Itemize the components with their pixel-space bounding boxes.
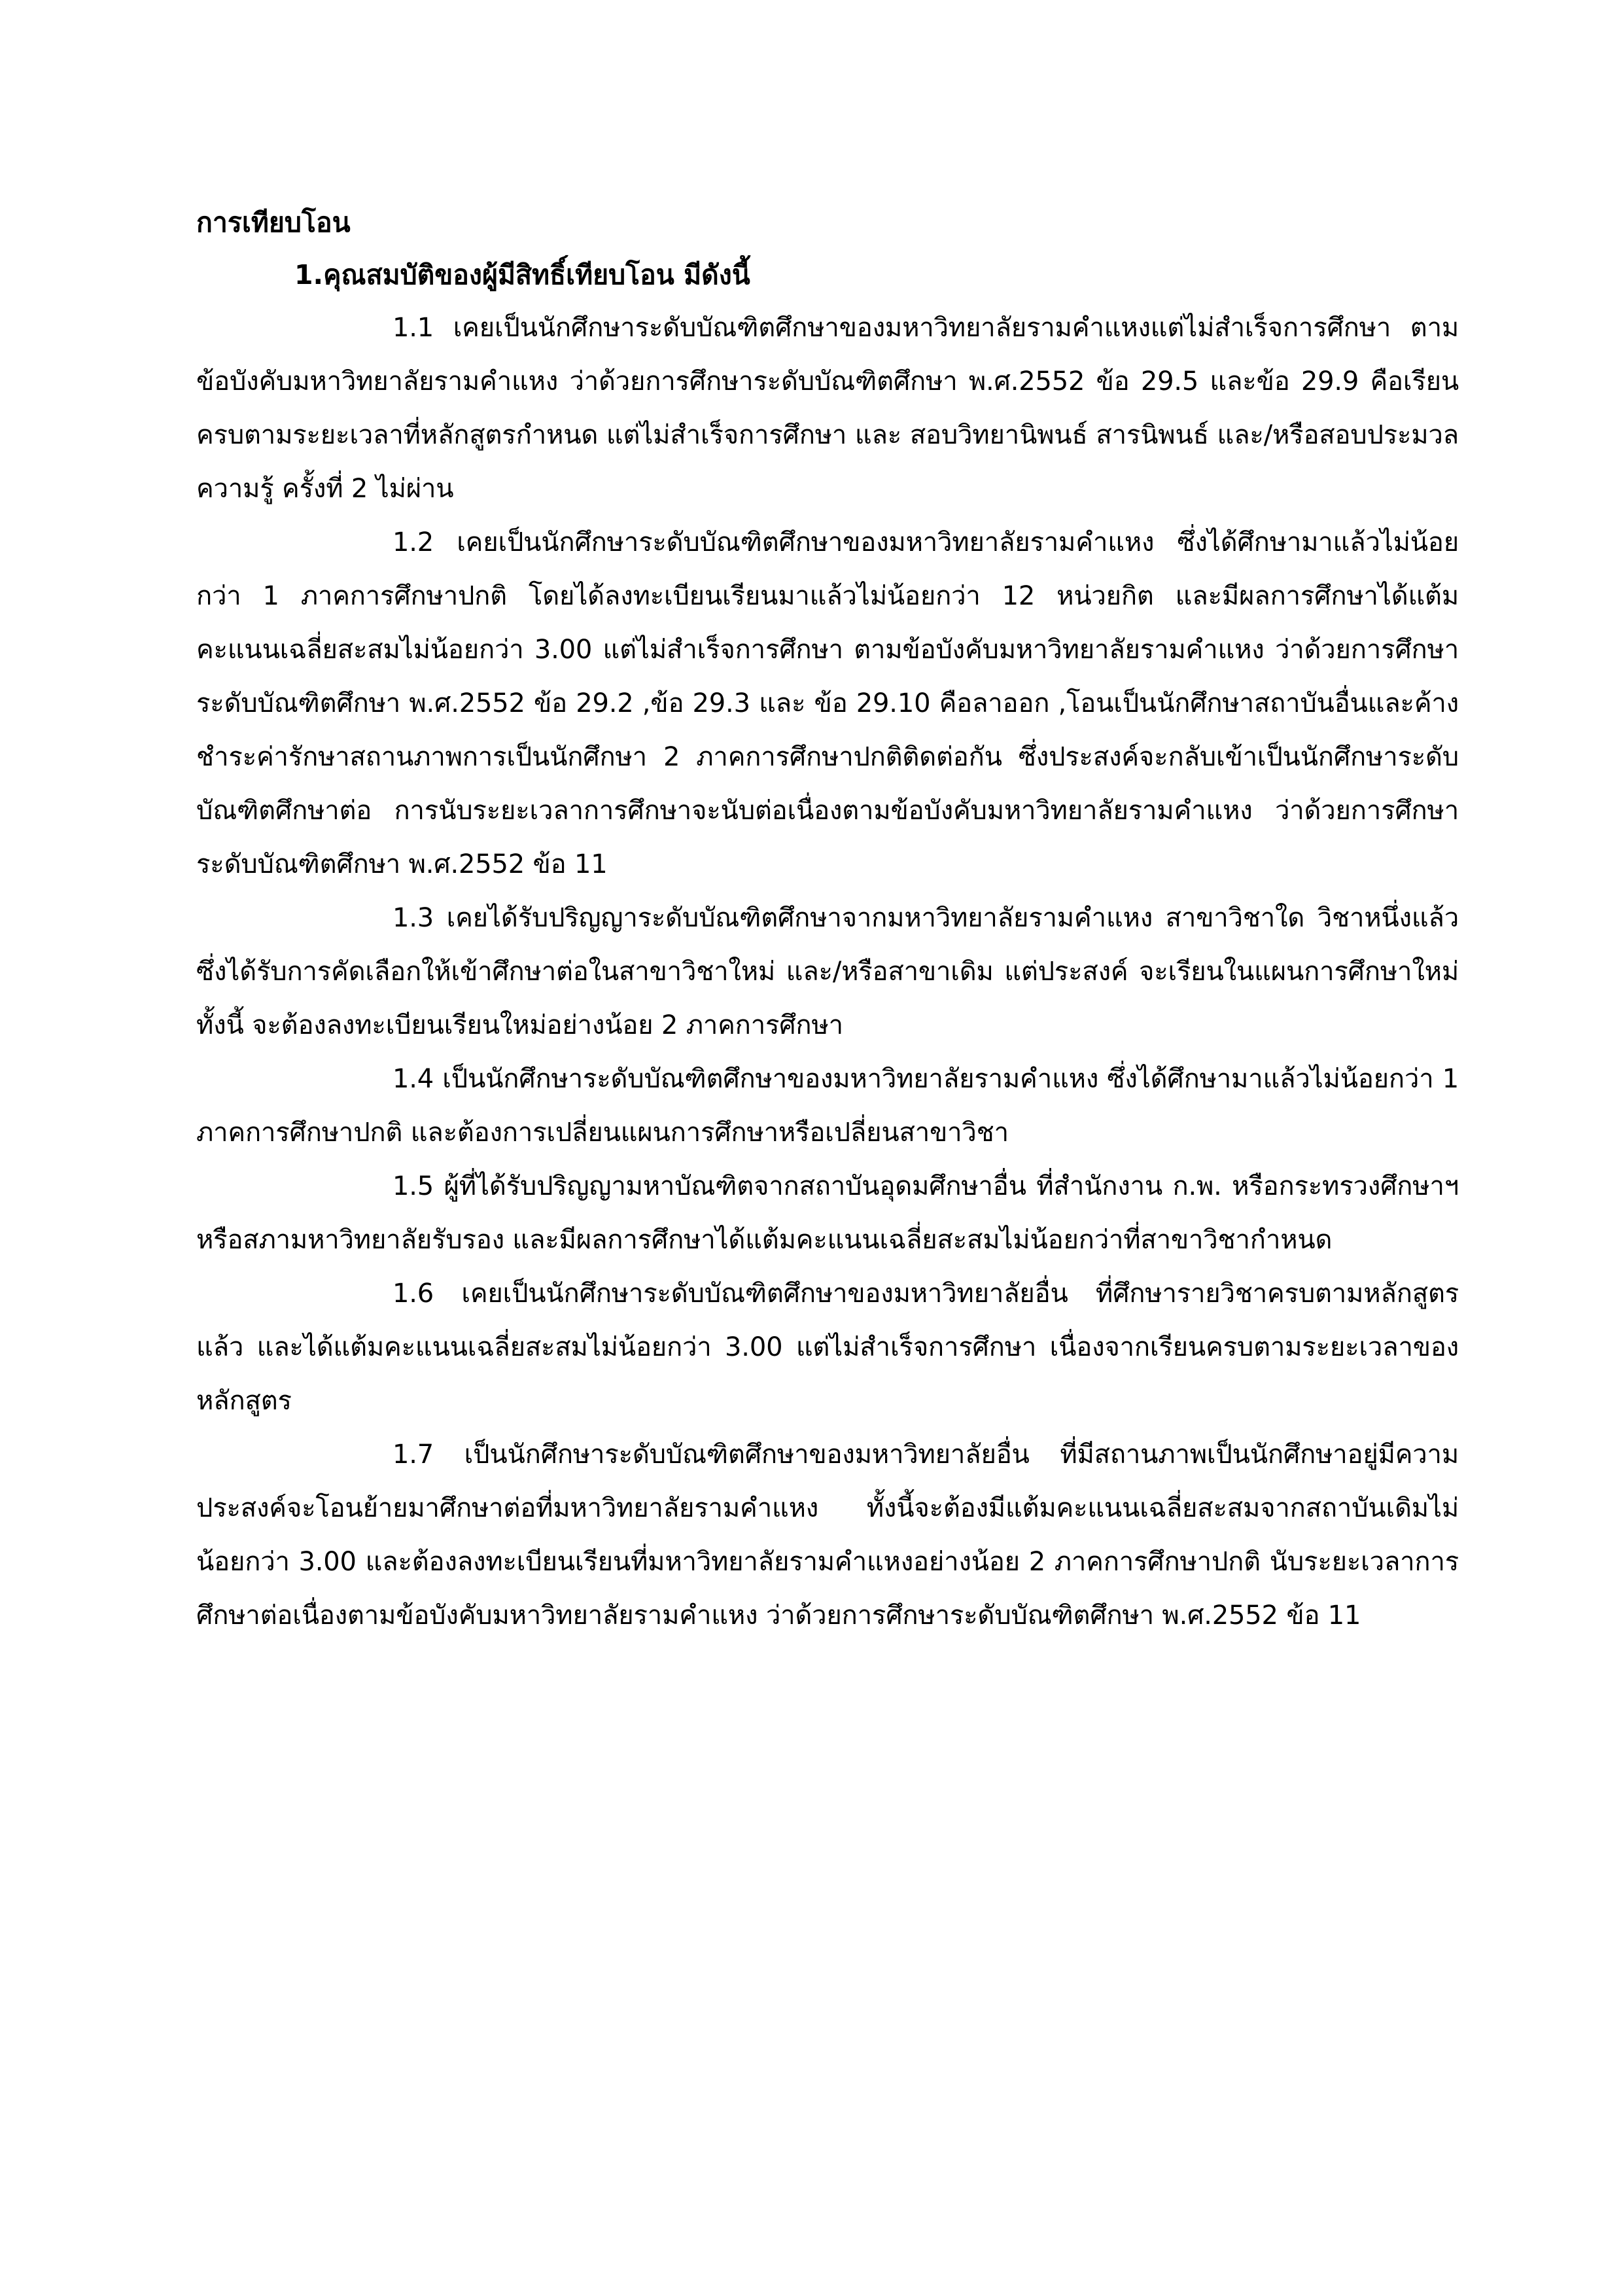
section-heading: 1.คุณสมบัติของผู้มีสิทธิ์เทียบโอน มีดังนี้ (294, 259, 750, 291)
document-body (196, 196, 1459, 1642)
paragraph-1-7: 1.7 เป็นนักศึกษาระดับบัณฑิตศึกษาของมหาวิทยาลัยอื่น ที่มีสถานภาพเป็นนักศึกษาอยู่มีความประสงค์จะโอนย้ายมาศึกษาต่อที่มหาวิทยาลัยรามคำแหง ทั้งนี้จะต้องมีแต้มคะแนนเฉลี่ยสะสมจากสถาบันเดิมไม่น้อยกว่า 3.00 และต้องลงทะเบียนเรียนที่มหาวิทยาลัยรามคำแหงอย่างน้อย 2 ภาคการศึกษาปกติ นับระยะเวลาการศึกษาต่อเนื่องตามข้อบังคับมหาวิทยาลัยรามคำแหง ว่าด้วยการศึกษาระดับบัณฑิตศึกษา พ.ศ.2552 ข้อ 11 (196, 1439, 1459, 1631)
paragraph-1-3: 1.3 เคยได้รับปริญญาระดับบัณฑิตศึกษาจากมหาวิทยาลัยรามคำแหง สาขาวิชาใด วิชาหนึ่งแล้ว ซึ่งได้รับการคัดเลือกให้เข้าศึกษาต่อในสาขาวิชาใหม่ และ/หรือสาขาเดิม แต่ประสงค์ จะเรียนในแผนการศึกษาใหม่ทั้งนี้ จะต้องลงทะเบียนเรียนใหม่อย่างน้อย 2 ภาคการศึกษา (196, 903, 1459, 1040)
paragraph-1-5: 1.5 ผู้ที่ได้รับปริญญามหาบัณฑิตจากสถาบันอุดมศึกษาอื่น ที่สำนักงาน ก.พ. หรือกระทรวงศึกษาฯ หรือสภามหาวิทยาลัยรับรอง และมีผลการศึกษาได้แต้มคะแนนเฉลี่ยสะสมไม่น้อยกว่าที่สาขาวิชากำหนด (196, 1171, 1459, 1255)
paragraph-1-1: 1.1 เคยเป็นนักศึกษาระดับบัณฑิตศึกษาของมหาวิทยาลัยรามคำแหงแต่ไม่สำเร็จการศึกษา ตามข้อบังคับมหาวิทยาลัยรามคำแหง ว่าด้วยการศึกษาระดับบัณฑิตศึกษา พ.ศ.2552 ข้อ 29.5 และข้อ 29.9 คือเรียนครบตามระยะเวลาที่หลักสูตรกำหนด แต่ไม่สำเร็จการศึกษา และ สอบวิทยานิพนธ์ สารนิพนธ์ และ/หรือสอบประมวลความรู้ ครั้งที่ 2 ไม่ผ่าน (196, 313, 1459, 504)
paragraph-1-6: 1.6 เคยเป็นนักศึกษาระดับบัณฑิตศึกษาของมหาวิทยาลัยอื่น ที่ศึกษารายวิชาครบตามหลักสูตรแล้ว และได้แต้มคะแนนเฉลี่ยสะสมไม่น้อยกว่า 3.00 แต่ไม่สำเร็จการศึกษา เนื่องจากเรียนครบตามระยะเวลาของหลักสูตร (196, 1279, 1459, 1416)
paragraph-1-2: 1.2 เคยเป็นนักศึกษาระดับบัณฑิตศึกษาของมหาวิทยาลัยรามคำแหง ซึ่งได้ศึกษามาแล้วไม่น้อยกว่า 1 ภาคการศึกษาปกติ โดยได้ลงทะเบียนเรียนมาแล้วไม่น้อยกว่า 12 หน่วยกิต และมีผลการศึกษาได้แต้มคะแนนเฉลี่ยสะสมไม่น้อยกว่า 3.00 แต่ไม่สำเร็จการศึกษา ตามข้อบังคับมหาวิทยาลัยรามคำแหง ว่าด้วยการศึกษาระดับบัณฑิตศึกษา พ.ศ.2552 ข้อ 29.2 ,ข้อ 29.3 และ ข้อ 29.10 คือลาออก ,โอนเป็นนักศึกษาสถาบันอื่นและค้างชำระค่ารักษาสถานภาพการเป็นนักศึกษา 2 ภาคการศึกษาปกติติดต่อกัน ซึ่งประสงค์จะกลับเข้าเป็นนักศึกษาระดับบัณฑิตศึกษาต่อ การนับระยะเวลาการศึกษาจะนับต่อเนื่องตามข้อบังคับมหาวิทยาลัยรามคำแหง ว่าด้วยการศึกษาระดับบัณฑิตศึกษา พ.ศ.2552 ข้อ 11 (196, 527, 1459, 879)
paragraph-1-4: 1.4 เป็นนักศึกษาระดับบัณฑิตศึกษาของมหาวิทยาลัยรามคำแหง ซึ่งได้ศึกษามาแล้วไม่น้อยกว่า 1 ภาคการศึกษาปกติ และต้องการเปลี่ยนแผนการศึกษาหรือเปลี่ยนสาขาวิชา (196, 1064, 1459, 1148)
document-title: การเทียบโอน (196, 207, 351, 238)
